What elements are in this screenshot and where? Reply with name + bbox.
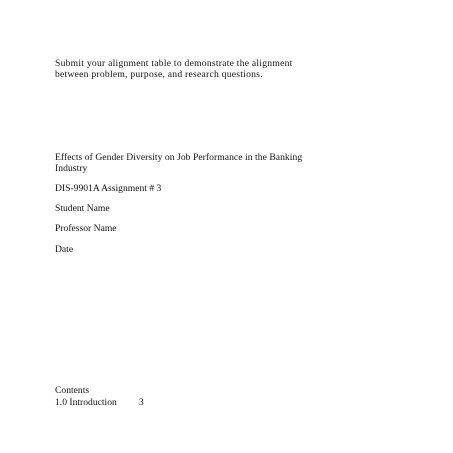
toc-entry [55, 397, 144, 408]
toc-entry-page: 3 [138, 397, 144, 408]
contents-heading: Contents [55, 385, 90, 396]
paper-title-line-1: Effects of Gender Diversity on Job Performance in the Banking [55, 152, 303, 163]
professor-name: Professor Name [55, 223, 117, 234]
student-name: Student Name [55, 203, 110, 214]
instructions-line-2: between problem, purpose, and research questions. [55, 69, 263, 80]
assignment-instructions [55, 58, 293, 80]
paper-title-line-2: Industry [55, 163, 88, 174]
paper-title [55, 152, 302, 174]
course-assignment: DIS-9901A Assignment # 3 [55, 183, 162, 194]
toc-entry-label: 1.0 Introduction [55, 397, 117, 408]
instructions-line-1: Submit your alignment table to demonstrate the alignment [55, 58, 293, 69]
submission-date: Date [55, 244, 74, 255]
